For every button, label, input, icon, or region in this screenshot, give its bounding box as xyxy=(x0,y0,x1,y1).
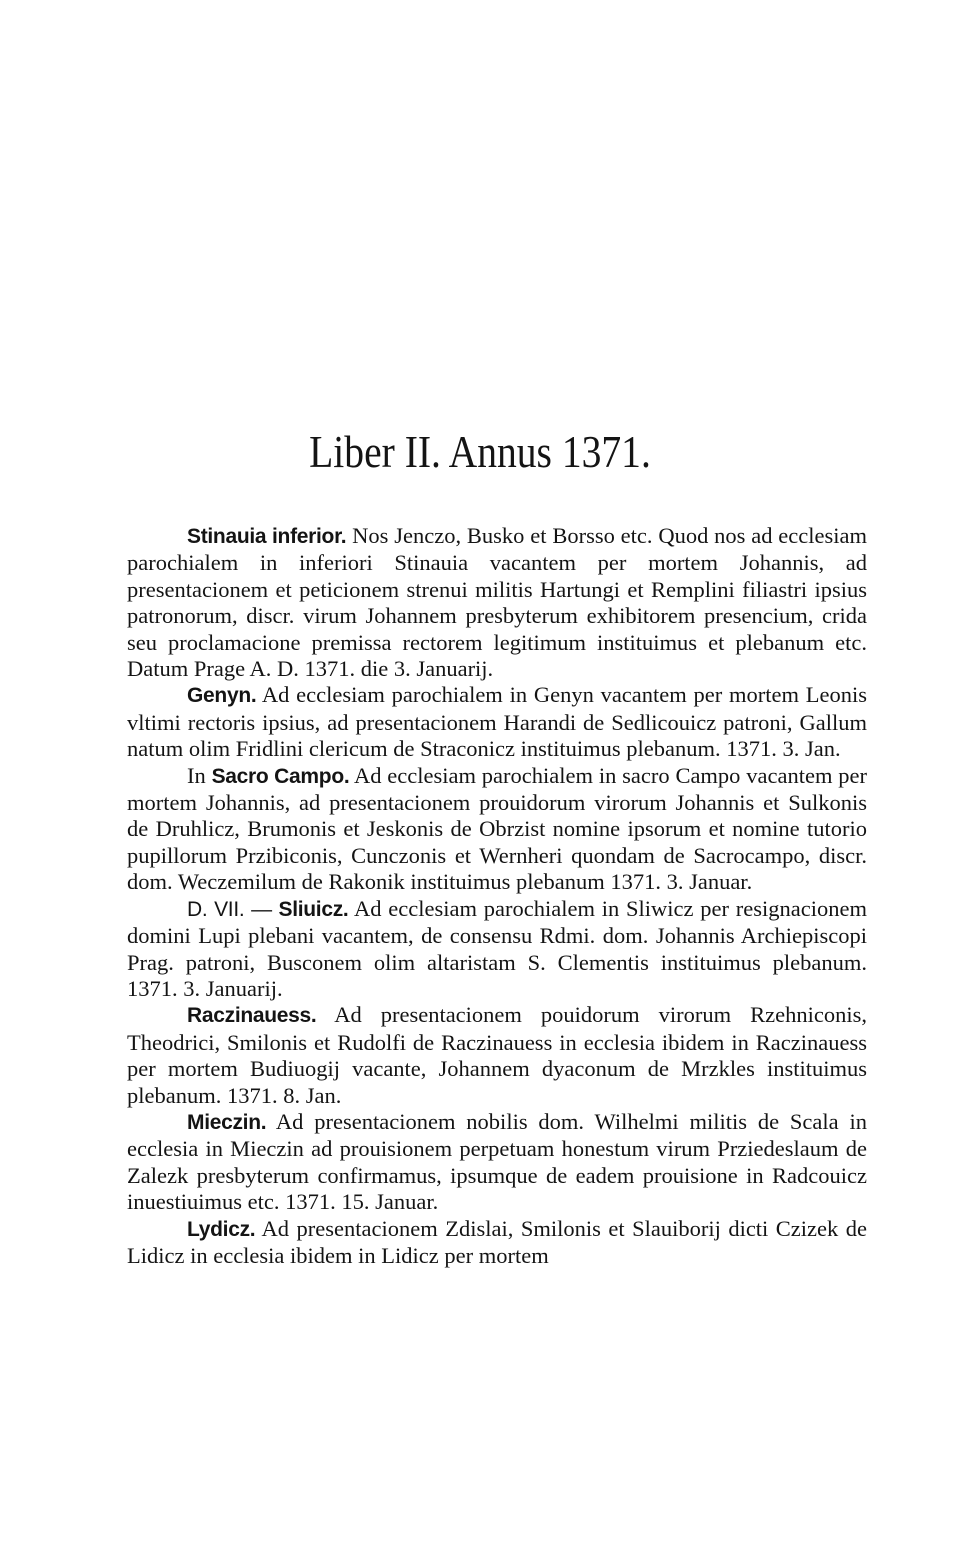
entry-paragraph xyxy=(127,1216,867,1270)
entry-paragraph xyxy=(127,896,867,1003)
entry-text: Ad presentacionem pouidorum virorum Rzehniconis, Theodrici, Smilonis et Rudolfi de Raczinauess in ecclesia ibidem in Raczinauess per mortem Budiuogij vacante, Johannem dyaconum de Mrzkles instituimus plebanum. 1371. 8. Jan. xyxy=(127,1002,867,1108)
entry-text: Ad ecclesiam parochialem in Sliwicz per resignacionem domini Lupi plebani vacantem, de consensu Rdmi. dom. Johannis Archiepiscopi Prag. patroni, Busconem olim altaristam S. Clementis instituimus plebanum. 1371. 3. Januarij. xyxy=(127,895,868,1001)
entry-paragraph xyxy=(127,1002,867,1109)
entry-paragraph xyxy=(127,1109,867,1216)
entry-heading: Mieczin. xyxy=(187,1110,267,1134)
entry-text: Ad ecclesiam parochialem in Genyn vacantem per mortem Leonis vltimi rectoris ipsius, ad presentacionem Harandi de Sedlicouicz patroni, Gallum natum olim Fridlini clericum de Straconicz instituimus plebanum. 1371. 3. Jan. xyxy=(127,682,867,762)
document-body xyxy=(127,523,867,1269)
entry-heading: Raczinauess. xyxy=(187,1004,317,1028)
entry-text: Nos Jenczo, Busko et Borsso etc. Quod nos ad ecclesiam parochialem in inferiori Stinauia vacantem per mortem Johannis, ad presentacionem et peticionem strenui militis Hartungi et Remplini filiastri ipsius patronorum, discr. virum Johannem presbyterum exhibitorem presencium, crida seu proclamacione premissa rectorem legitimum instituimus et plebanum etc. Datum Prage A. D. 1371. die 3. Januarij. xyxy=(127,523,867,682)
entry-paragraph xyxy=(127,763,867,896)
entry-heading: Lydicz. xyxy=(187,1217,256,1241)
entry-prefix: D. VII. — xyxy=(187,897,279,921)
entry-heading: Genyn. xyxy=(187,684,257,708)
entry-text: Ad ecclesiam parochialem in sacro Campo vacantem per mortem Johannis, ad presentacionem prouidorum virorum Johannis et Sulkonis de Druhlicz, Brumonis et Jeskonis de Obrzist nomine ipsorum et nomine tutorio pupillorum Przibiconis, Cunczonis et Wernheri quondam de Sacrocampo, discr. dom. Weczemilum de Rakonik instituimus plebanum 1371. 3. Januar. xyxy=(127,762,868,895)
page-title: Liber II. Annus 1371. xyxy=(309,426,651,477)
entry-paragraph xyxy=(127,523,867,682)
entry-heading: Stinauia inferior. xyxy=(187,525,347,548)
entry-text: Ad presentacionem nobilis dom. Wilhelmi militis de Scala in ecclesia in Mieczin ad prouisionem perpetuam honestum virum Prziedeslaum de Zalezk presbyterum confirmamus, ipsumque de eadem prouisione in Radcouicz inuestiuimus etc. 1371. 15. Januar. xyxy=(127,1108,867,1215)
entry-prefix: In xyxy=(187,762,212,788)
entry-heading: Sliuicz. xyxy=(278,897,349,921)
entry-text: Ad presentacionem Zdislai, Smilonis et Slauiborij dicti Czizek de Lidicz in ecclesia ibidem in Lidicz per mortem xyxy=(127,1215,867,1268)
entry-paragraph xyxy=(127,682,867,762)
entry-heading: Sacro Campo. xyxy=(211,764,350,788)
